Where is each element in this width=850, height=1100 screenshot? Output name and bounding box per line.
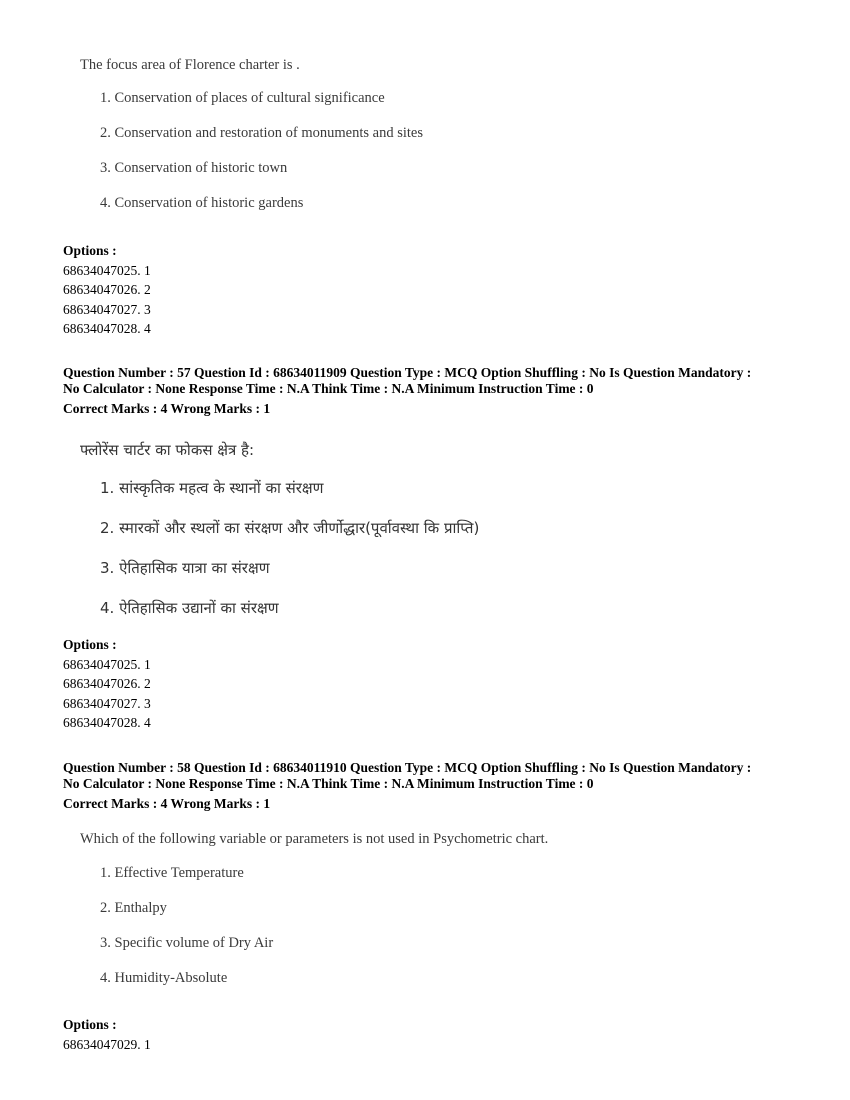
option-row: 68634047026. 2: [63, 282, 151, 297]
question-meta-57: [63, 365, 803, 417]
option-row: 68634047027. 3: [63, 301, 151, 317]
question-option: 3. Specific volume of Dry Air: [100, 935, 274, 951]
question-marks: Correct Marks : 4 Wrong Marks : 1: [63, 401, 271, 416]
question-image-psychometric: [80, 831, 800, 987]
option-row: 68634047025. 1: [63, 656, 151, 672]
options-list: [63, 635, 151, 733]
question-stem: फ्लोरेंस चार्टर का फोकस क्षेत्र है:: [80, 441, 255, 459]
question-image-florence-en: [80, 57, 800, 212]
option-row: 68634047027. 3: [63, 695, 151, 711]
options-label: Options :: [63, 1017, 117, 1032]
question-marks: Correct Marks : 4 Wrong Marks : 1: [63, 796, 271, 811]
option-row: 68634047026. 2: [63, 676, 151, 691]
question-meta-line: Question Number : 58 Question Id : 68634011910 Question Type : MCQ Option Shuffling : No Is Question Mandatory :: [63, 760, 752, 775]
question-meta-58: [63, 760, 803, 812]
option-row: 68634047028. 4: [63, 321, 151, 336]
question-option: 3. Conservation of historic town: [100, 160, 288, 176]
option-row: 68634047025. 1: [63, 262, 151, 278]
question-meta-line: No Calculator : None Response Time : N.A Think Time : N.A Minimum Instruction Time : 0: [63, 776, 594, 791]
question-option: 3. ऐतिहासिक यात्रा का संरक्षण: [100, 559, 270, 577]
question-meta-line: Question Number : 57 Question Id : 68634011909 Question Type : MCQ Option Shuffling : No Is Question Mandatory :: [63, 365, 752, 380]
question-option: 2. Enthalpy: [100, 900, 167, 916]
options-label: Options :: [63, 637, 117, 652]
question-option: 1. Effective Temperature: [100, 865, 244, 881]
question-stem: Which of the following variable or parameters is not used in Psychometric chart.: [80, 831, 549, 847]
question-option: 4. Conservation of historic gardens: [100, 195, 304, 211]
question-option: 2. स्मारकों और स्थलों का संरक्षण और जीर्णोद्धार(पूर्वावस्था कि प्राप्ति): [100, 519, 480, 537]
options-list: [63, 1015, 151, 1054]
question-option: 4. Humidity-Absolute: [100, 970, 228, 986]
question-option: 1. Conservation of places of cultural significance: [100, 90, 385, 106]
question-stem: The focus area of Florence charter is .: [80, 57, 300, 73]
question-meta-line: No Calculator : None Response Time : N.A Think Time : N.A Minimum Instruction Time : 0: [63, 381, 594, 396]
question-option: 4. ऐतिहासिक उद्यानों का संरक्षण: [100, 599, 279, 617]
options-label: Options :: [63, 243, 117, 258]
question-image-florence-hi: [80, 440, 800, 618]
option-row: 68634047029. 1: [63, 1036, 151, 1052]
options-list: [63, 241, 151, 339]
question-option: 1. सांस्कृतिक महत्व के स्थानों का संरक्षण: [100, 479, 324, 497]
option-row: 68634047028. 4: [63, 715, 151, 730]
question-option: 2. Conservation and restoration of monuments and sites: [100, 125, 423, 141]
